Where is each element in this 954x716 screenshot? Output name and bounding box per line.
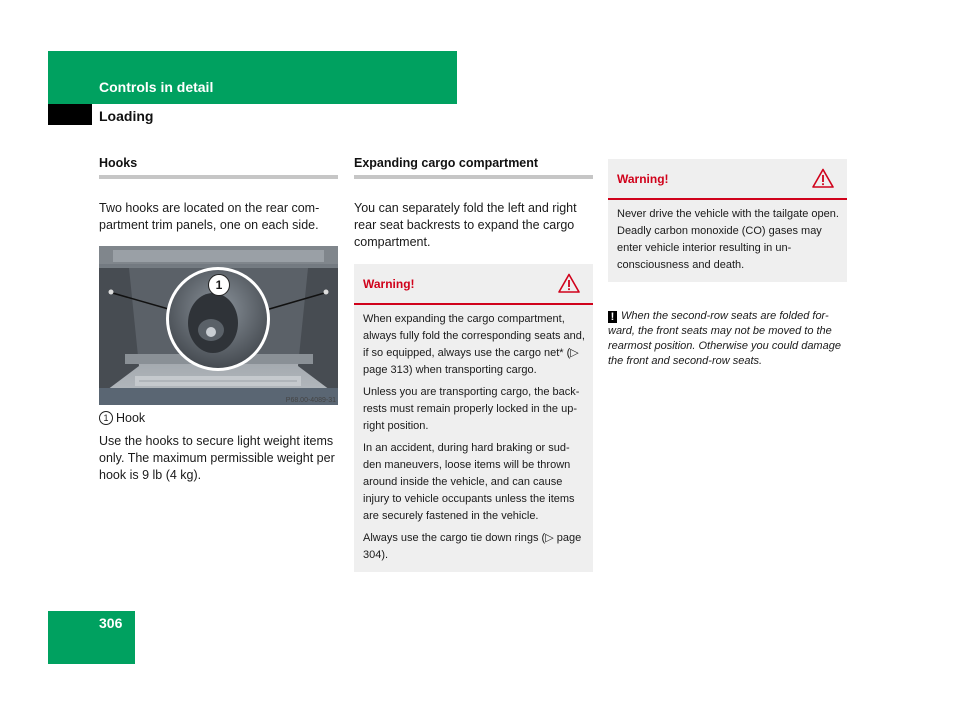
hooks-heading: Hooks [99,156,338,179]
warning-label: Warning! [617,172,669,186]
section-subtitle: Loading [99,108,154,124]
expanding-heading: Expanding cargo compartment [354,156,593,179]
caption-text: Hook [116,411,146,425]
warning-body [608,200,847,282]
cargo-warning-box [354,264,593,572]
warning-paragraph: Unless you are transporting cargo, the back-rests must remain properly locked in the up-right position. [363,386,580,432]
warning-body [354,305,593,572]
warning-header [354,264,593,305]
warning-triangle-icon [558,273,580,293]
note-text: When the second-row seats are folded for-ward, the front seats may not be moved to the rearmost position. Otherwise you could damage the front and second-row seats. [608,310,841,367]
expanding-column [354,156,593,572]
hooks-column [99,156,338,484]
hooks-intro: Two hooks are located on the rear com-partment trim panels, one on each side. [99,201,320,232]
header-marker [48,104,92,125]
right-column [608,159,847,369]
warning-paragraph: In an accident, during hard braking or sud-den maneuvers, loose items will be thrown around inside the vehicle, and can cause injury to vehicle occupants unless the items are securely fastened in the vehicle. [363,442,575,522]
hooks-body: Use the hooks to secure light weight items only. The maximum permissible weight per hook is 9 lb (4 kg). [99,434,335,482]
warning-triangle-icon [812,168,834,188]
hook-caption [99,411,338,425]
header-bar [48,51,457,104]
section-title: Controls in detail [99,79,214,95]
cargo-hook-illustration [99,246,338,405]
callout-1: 1 [208,274,230,296]
tailgate-warning-box [608,159,847,282]
image-code: P68.00-4089-31 [285,397,336,404]
warning-label: Warning! [363,277,415,291]
caption-number: 1 [99,411,113,425]
warning-paragraph: When expanding the cargo compartment, always fully fold the corresponding seats and, if so equipped, always use the cargo net* (▷ page 313) when transporting cargo. [363,313,585,376]
warning-paragraph: Always use the cargo tie down rings (▷ page 304). [363,532,582,561]
page-number: 306 [99,615,123,631]
note [608,309,847,369]
warning-header [608,159,847,200]
expanding-intro: You can separately fold the left and right rear seat backrests to expand the cargo compartment. [354,201,577,249]
exclamation-icon: ! [608,311,617,323]
warning-paragraph: Never drive the vehicle with the tailgate open. Deadly carbon monoxide (CO) gases may enter vehicle interior resulting in un-consciousness and death. [617,208,839,271]
hook-photo [99,246,338,405]
